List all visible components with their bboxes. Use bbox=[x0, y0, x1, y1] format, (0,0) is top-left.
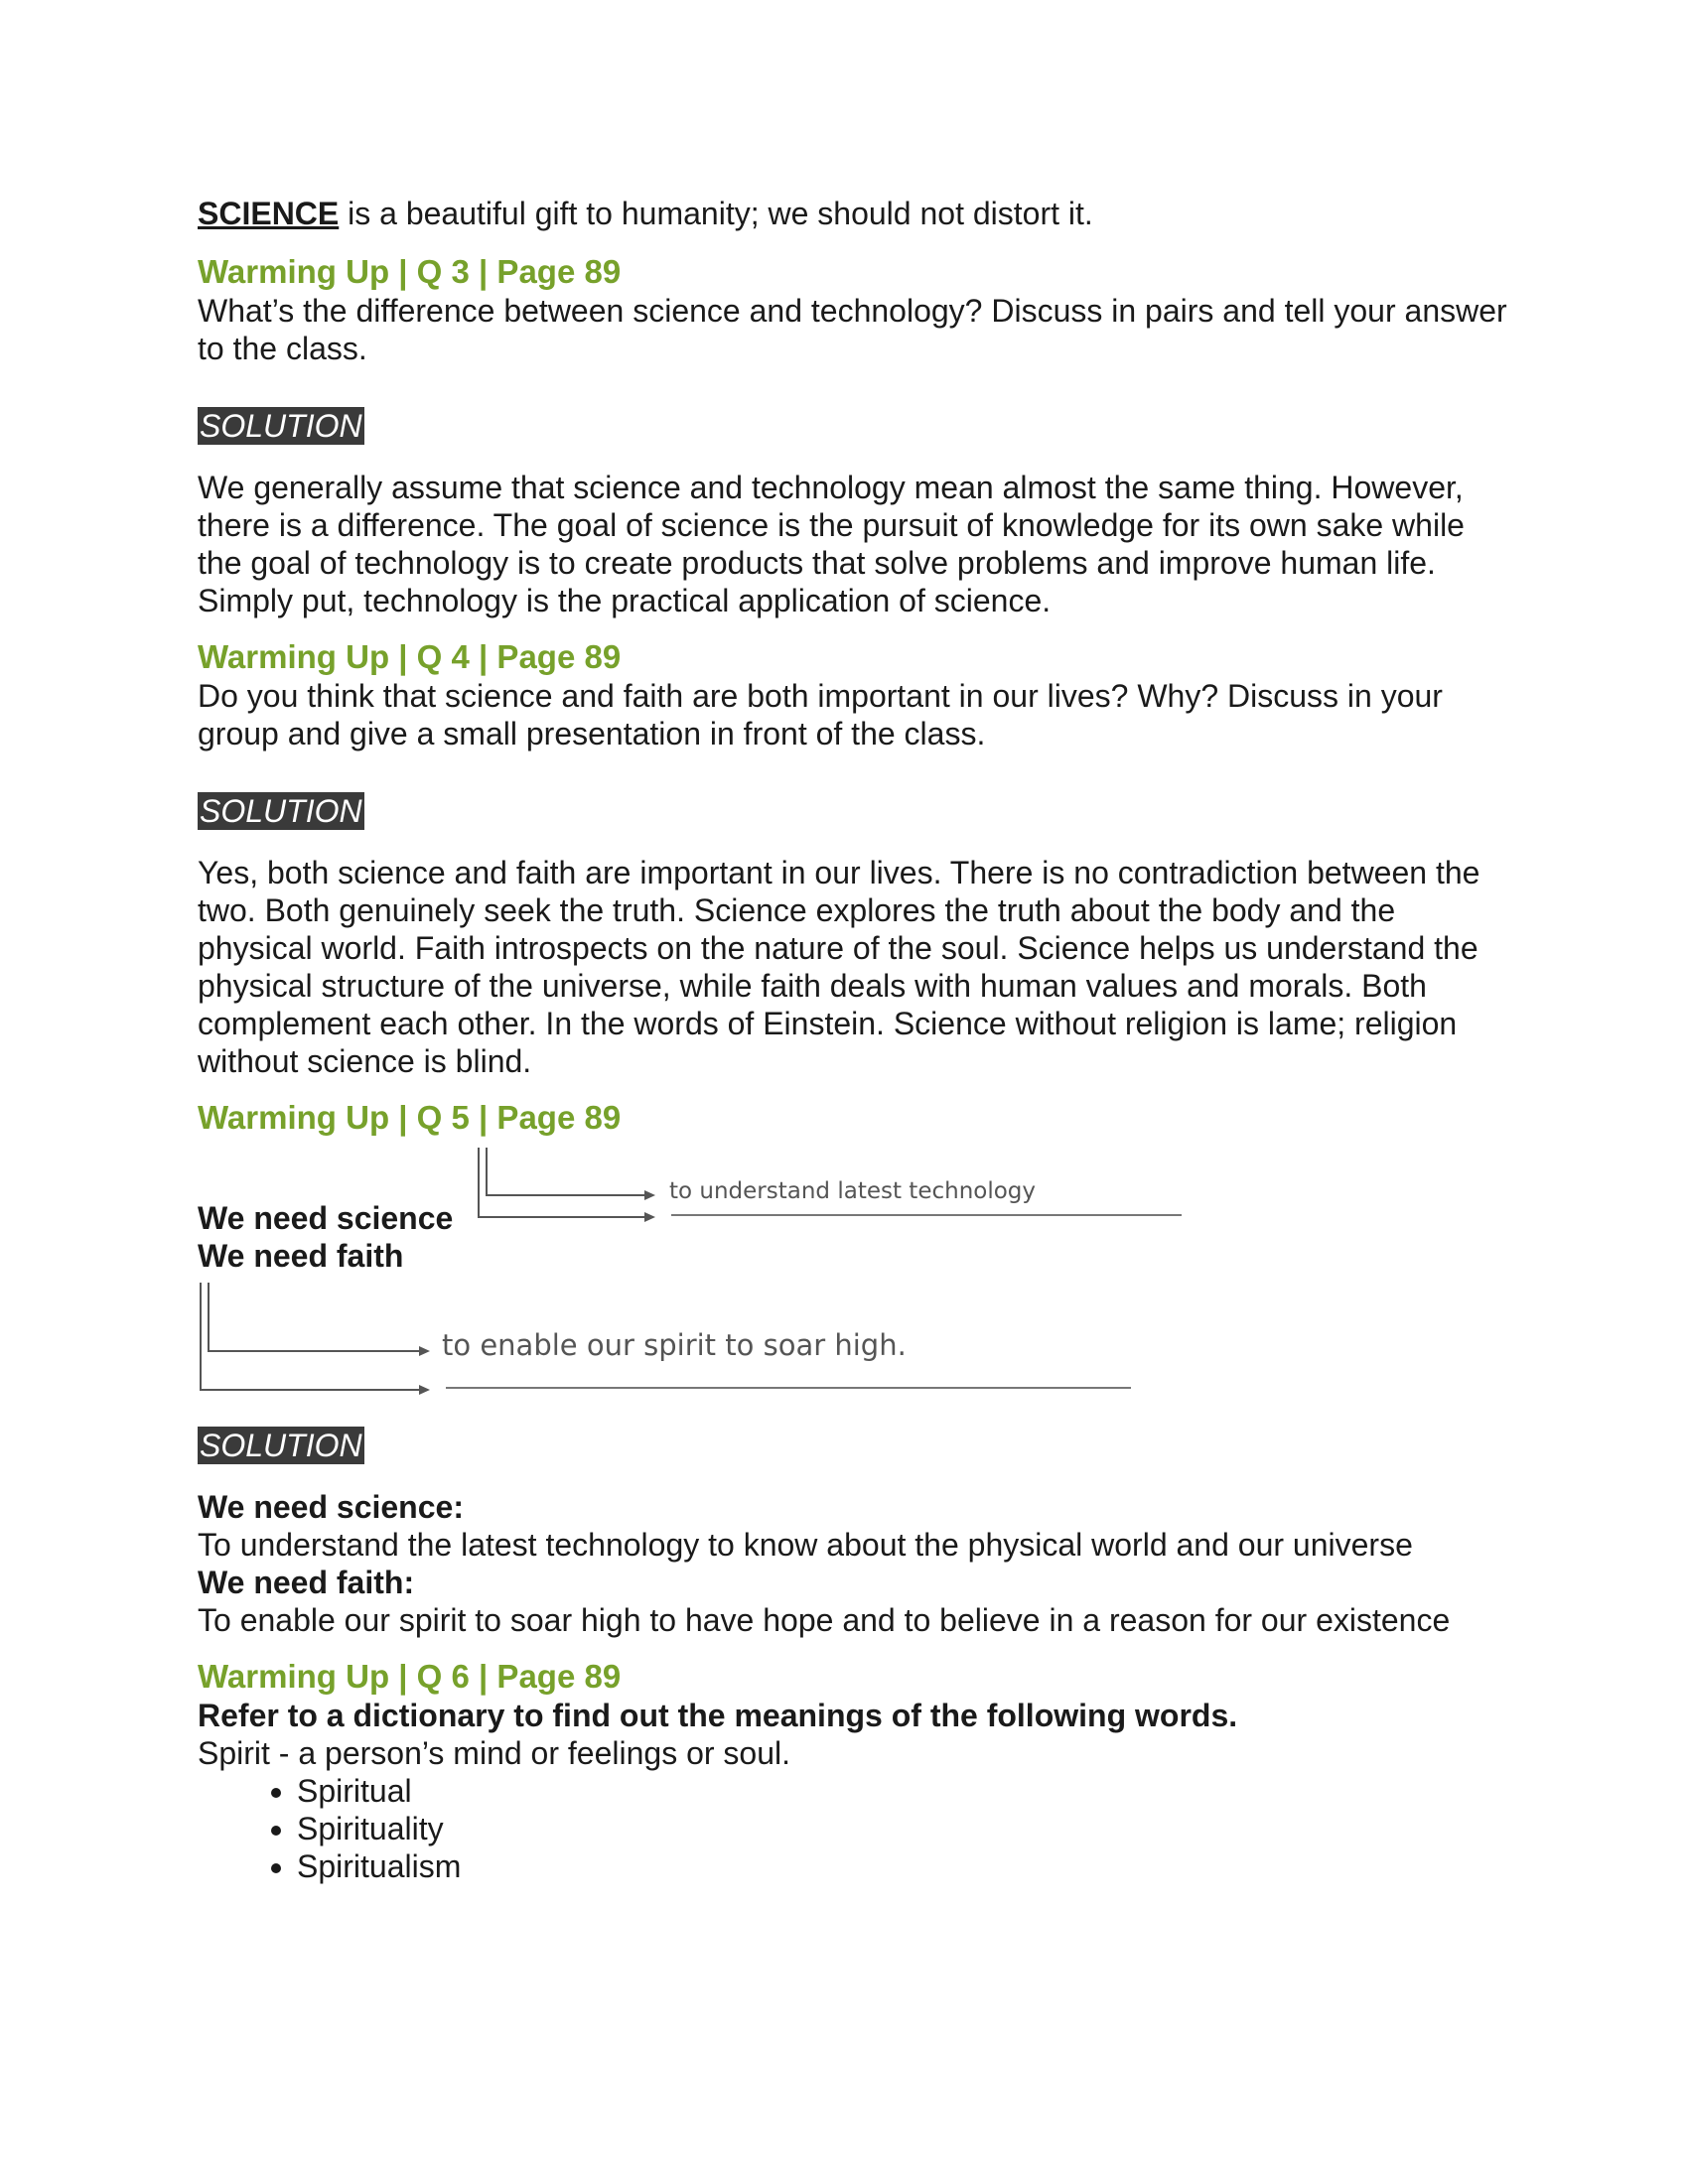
science-arrow-head-top bbox=[644, 1190, 655, 1200]
q6-heading: Warming Up | Q 6 | Page 89 bbox=[198, 1658, 622, 1695]
science-arrow-line-top bbox=[486, 1194, 646, 1196]
q5-science-heading: We need science: bbox=[198, 1489, 464, 1525]
faith-arrow-head-bottom bbox=[419, 1385, 430, 1395]
faith-arrow-head-top bbox=[419, 1346, 430, 1356]
faith-hint: to enable our spirit to soar high. bbox=[442, 1328, 907, 1362]
q3-heading: Warming Up | Q 3 | Page 89 bbox=[198, 253, 622, 290]
q3-solution-tag: SOLUTION bbox=[200, 408, 362, 444]
faith-bracket-inner bbox=[208, 1283, 210, 1350]
q5-science-text: To understand the latest technology to know about the physical world and our universe bbox=[198, 1527, 1413, 1563]
q4-question: Do you think that science and faith are both important in our lives? Why? Discuss in your group and give a small presentation in front of the class. bbox=[198, 678, 1443, 751]
q5-faith-heading: We need faith: bbox=[198, 1565, 415, 1600]
faith-bracket-vertical bbox=[200, 1283, 202, 1390]
q3-answer: We generally assume that science and technology mean almost the same thing. However, there is a difference. The goal of science is the pursuit of knowledge for its own sake while the goal of technology is to create products that solve problems and improve human life. Simply put, technology is the practical application of science. bbox=[198, 470, 1465, 618]
science-label: We need science bbox=[198, 1200, 454, 1236]
faith-arrow-line-top bbox=[208, 1350, 421, 1352]
science-arrow-line-bottom bbox=[478, 1216, 646, 1218]
science-bracket-inner bbox=[486, 1148, 488, 1195]
science-bracket-vertical bbox=[478, 1148, 480, 1217]
q6-instruction: Refer to a dictionary to find out the meanings of the following words. bbox=[198, 1698, 1238, 1733]
list-item: • Spiritualism bbox=[297, 1847, 1508, 1885]
intro-lead: SCIENCE bbox=[198, 196, 340, 231]
q6-definition: Spirit - a person’s mind or feelings or soul. bbox=[198, 1735, 791, 1771]
q5-faith-text: To enable our spirit to soar high to have hope and to believe in a reason for our existence bbox=[198, 1602, 1451, 1638]
faith-answer-blank bbox=[446, 1387, 1131, 1389]
faith-label: We need faith bbox=[198, 1238, 404, 1274]
q3-question: What’s the difference between science and technology? Discuss in pairs and tell your answer to the class. bbox=[198, 293, 1507, 366]
science-answer-blank bbox=[671, 1214, 1182, 1216]
document-page bbox=[198, 195, 1508, 1885]
science-arrow-head-bottom bbox=[644, 1212, 655, 1222]
q4-heading: Warming Up | Q 4 | Page 89 bbox=[198, 638, 622, 675]
q4-answer: Yes, both science and faith are important in our lives. There is no contradiction between the two. Both genuinely seek the truth. Science explores the truth about the body and the physical world. Faith introspects on the nature of the soul. Science helps us understand the physical structure of the universe, while faith deals with human values and morals. Both complement each other. In the words of Einstein. Science without religion is lame; religion without science is blind. bbox=[198, 855, 1480, 1079]
intro-sentence bbox=[198, 195, 1508, 232]
science-hint: to understand latest technology bbox=[669, 1178, 1037, 1204]
q5-solution-tag: SOLUTION bbox=[200, 1428, 362, 1463]
q5-heading: Warming Up | Q 5 | Page 89 bbox=[198, 1099, 622, 1136]
faith-arrow-line-bottom bbox=[200, 1389, 421, 1391]
list-item: • Spiritual bbox=[297, 1772, 1508, 1810]
q6-word-list bbox=[198, 1772, 1508, 1885]
list-item: • Spirituality bbox=[297, 1810, 1508, 1847]
intro-rest: is a beautiful gift to humanity; we should not distort it. bbox=[339, 196, 1093, 231]
q4-solution-tag: SOLUTION bbox=[200, 793, 362, 829]
q5-fill-in-diagram bbox=[198, 1142, 1508, 1405]
